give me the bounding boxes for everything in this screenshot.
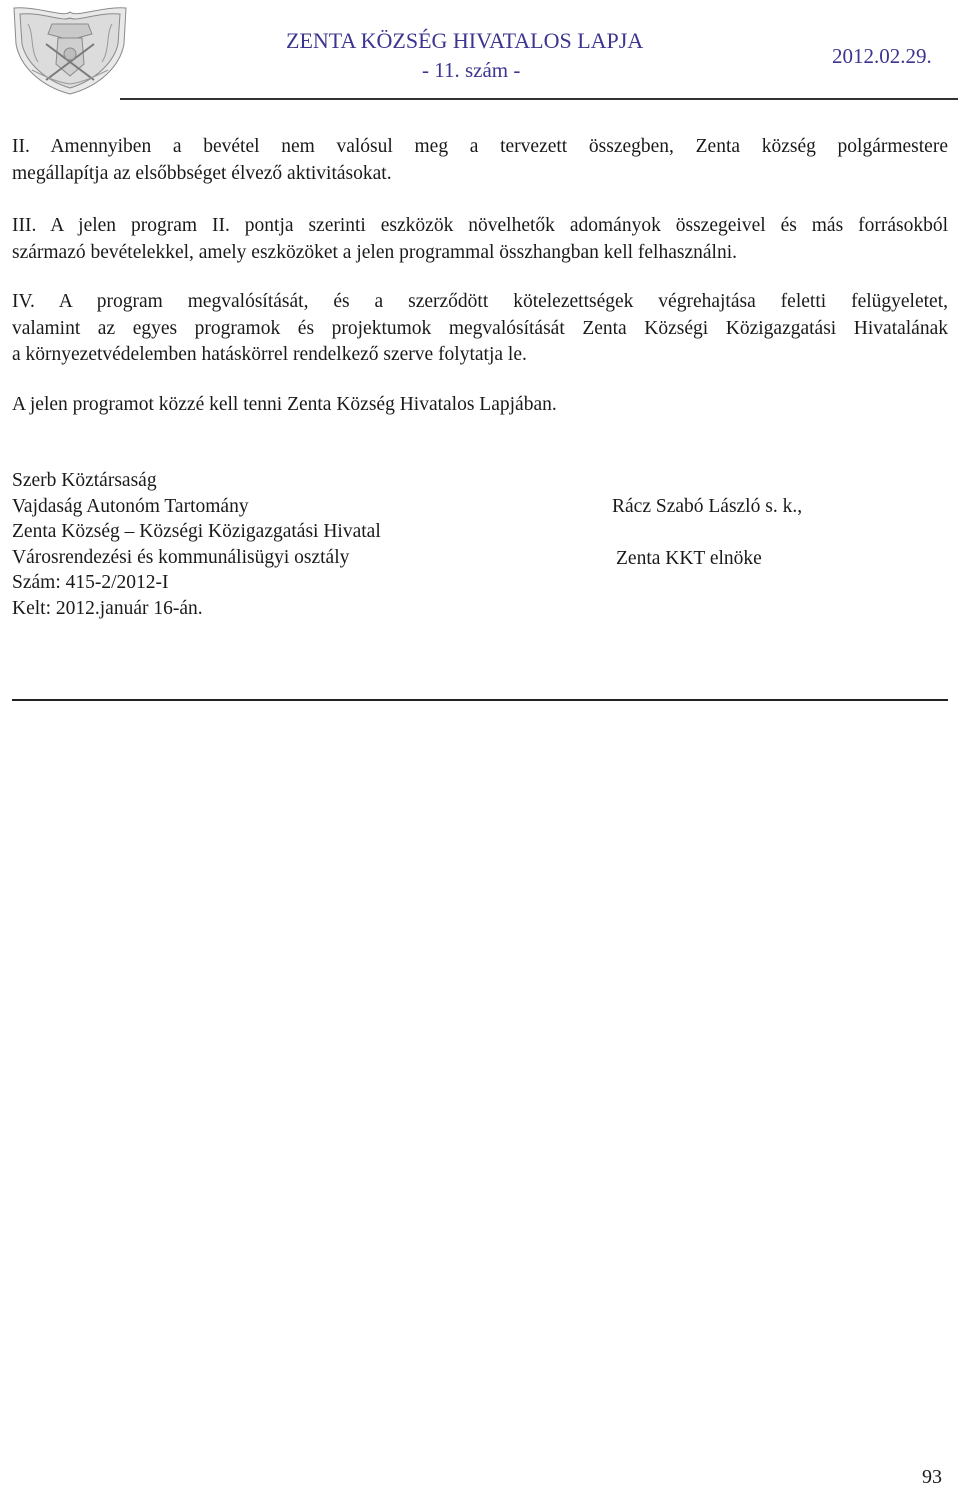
paragraph-ii [12,134,948,187]
issuer-line: Vajdaság Autonóm Tartomány [12,495,249,517]
paragraph-line: származó bevételekkel, amely eszközöket a jelen programmal összhangban kell felhasználni. [12,241,737,263]
paragraph-iv [12,289,948,369]
signatory-name: Rácz Szabó László s. k., [612,496,803,517]
issuer-line: Szerb Köztársaság [12,470,157,491]
section-end-divider [12,699,948,701]
signatory-block [612,494,802,571]
document-number: Szám: 415-2/2012-I [12,572,169,593]
issuer-line: Városrendezési és kommunálisügyi osztály [12,546,350,568]
signatory-title: Zenta KKT elnöke [616,547,762,569]
paragraph-line: IV. A program megvalósítását, és a szerződött kötelezettségek végrehajtása feletti felügyeletet, [12,291,948,312]
paragraph-line: A jelen programot közzé kell tenni Zenta Község Hivatalos Lapjában. [12,394,557,415]
page-number: 93 [922,1466,942,1488]
issuer-line: Zenta Község – Községi Közigazgatási Hivatal [12,521,381,542]
coat-of-arms-logo [8,4,132,96]
journal-title: ZENTA KÖZSÉG HIVATALOS LAPJA [286,28,644,53]
paragraph-line: III. A jelen program II. pontja szerinti eszközök növelhetők adományok összegeivel és más forrásokból [12,215,948,236]
paragraph-line: valamint az egyes programok és projektumok megvalósítását Zenta Községi Közigazgatási Hivatalának [12,317,948,339]
paragraph-publication [12,392,948,419]
issue-date: 2012.02.29. [832,44,932,68]
paragraph-line: II. Amennyiben a bevétel nem valósul meg a tervezett összegben, Zenta község polgármestere [12,136,948,157]
issuer-block [12,468,381,621]
paragraph-line: a környezetvédelemben hatáskörrel rendelkező szerve folytatja le. [12,344,527,365]
issue-number: - 11. szám - [422,58,521,82]
document-date: Kelt: 2012.január 16-án. [12,597,203,619]
paragraph-line: megállapítja az elsőbbséget élvező aktivitásokat. [12,162,392,184]
header-divider [120,98,958,100]
paragraph-iii [12,213,948,266]
